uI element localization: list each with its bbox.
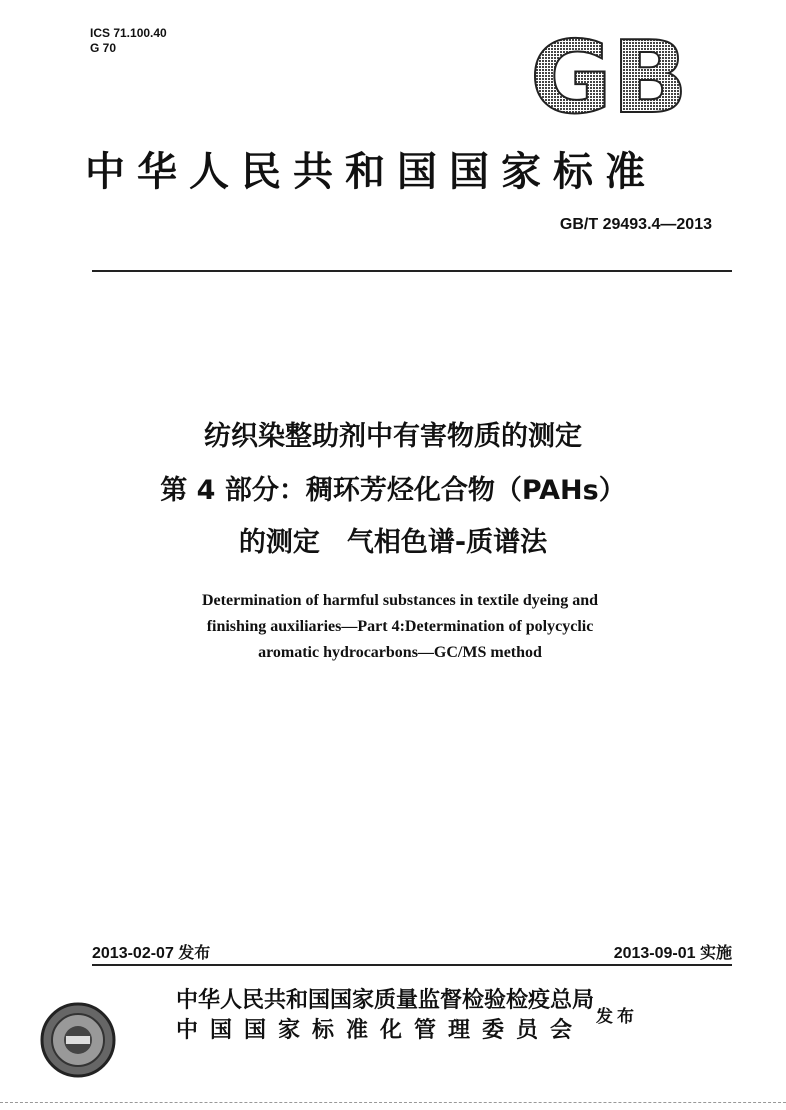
ics-code: ICS 71.100.40	[90, 26, 167, 40]
title-en-line3: aromatic hydrocarbons—GC/MS method	[258, 644, 542, 661]
implementation-date: 2013-09-01 实施	[613, 945, 732, 962]
issuer-sac: 中国国家标准化管理委员会	[176, 1018, 585, 1043]
classification-codes	[90, 26, 167, 56]
title-en	[150, 588, 650, 666]
page-bottom-edge	[0, 1102, 786, 1103]
title-en-line1: Determination of harmful substances in textile dyeing and	[202, 592, 598, 609]
standard-number: GB/T 29493.4—2013	[559, 216, 712, 233]
svg-text:GB: GB	[530, 36, 688, 116]
issue-date: 2013-02-07 发布	[92, 945, 211, 962]
issuer-aqsiq: 中华人民共和国国家质量监督检验检疫总局	[176, 988, 595, 1013]
title-en-line2: finishing auxiliaries—Part 4:Determination of polycyclic	[206, 618, 594, 635]
national-standard-title: 中华人民共和国国家标准	[85, 149, 657, 195]
publish-label: 发布	[596, 1007, 638, 1027]
title-cn-line1: 纺织染整助剂中有害物质的测定	[204, 421, 582, 452]
official-seal-icon	[38, 1000, 118, 1080]
ccs-code: G 70	[90, 41, 117, 55]
title-cn-line2: 第 4 部分：稠环芳烃化合物（PAHs）	[160, 475, 626, 506]
header-divider	[92, 270, 732, 272]
gb-logo	[530, 36, 688, 116]
issuing-authorities	[176, 986, 594, 1046]
title-cn-line3: 的测定 气相色谱-质谱法	[238, 527, 548, 558]
footer-divider	[92, 964, 732, 966]
